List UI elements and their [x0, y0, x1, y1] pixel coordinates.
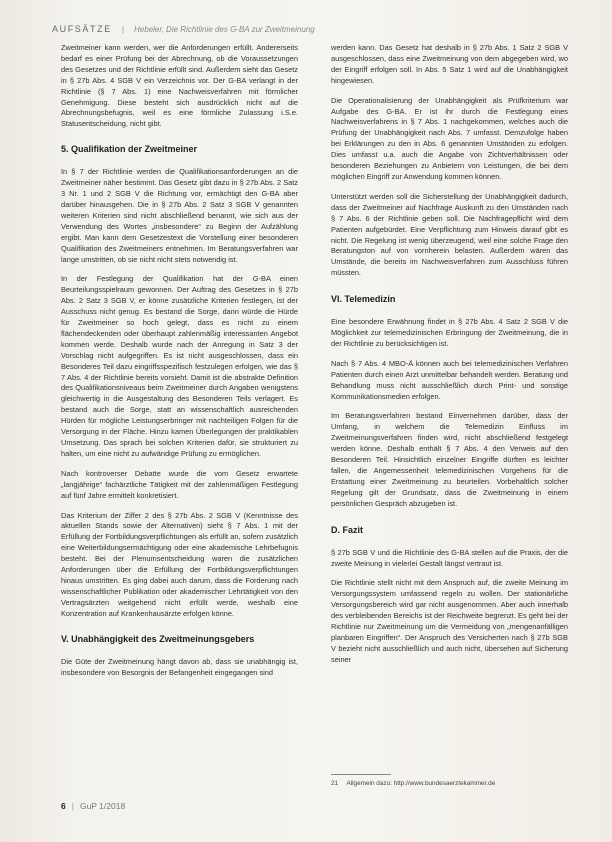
running-header — [52, 22, 572, 36]
footnote — [331, 779, 571, 788]
article-running-title: Hebeler, Die Richtlinie des G-BA zur Zweitmeinung — [134, 24, 315, 34]
footnote-number: 21 — [331, 780, 339, 787]
footnote-text[interactable]: Allgemein dazu: http://www.bundesaerztekammer.de — [346, 780, 496, 787]
paragraph: Die Güte der Zweitmeinung hängt davon ab, dass sie unabhängig ist, insbesondere von Besorgnis der Befangenheit eingegangen sind — [61, 656, 298, 677]
left-column — [61, 43, 298, 687]
paragraph: Die Richtlinie stellt nicht mit dem Anspruch auf, die zweite Meinung im Versorgungssystem umfassend regeln zu wollen. Der stationärliche Versorgungsbereich wird gar nicht ausgenommen. Aber auch innerhalb des verbleibenden Bereichs ist der Reichweite begrenzt. Es geht bei der Richtlinie nur Zweitmeinung um die Vermeidung von „mengenanfälligen planbaren Eingriffen“. Der Anspruch des Versicherten nach § 27b SGB V bezieht nicht ausschließlich und auch nicht, übersehen auf Sicherung seiner — [331, 578, 568, 664]
paragraph: Nach § 7 Abs. 4 MBO-Ä können auch bei telemedizinischen Verfahren Patienten durch einen Arzt unmittelbar behandelt werden. Beratung und Behandlung muss nicht ausschließlich durch Print- und sonstige Kommunikationsmedien erfolgen. — [331, 358, 568, 401]
paragraph: § 27b SGB V und die Richtlinie des G-BA stellen auf die Praxis, der die zweite Meinung in vielerlei Gestalt längst vertraut ist. — [331, 547, 568, 568]
paragraph: In der Festlegung der Qualifikation hat der G-BA einen Beurteilungsspielraum gewonnen. Der Auftrag des Gesetzes in § 27b Abs. 2 Satz 3 SGB V, er könne zusätzliche Kriterien festlegen, ist der Ausschuss nicht genug. Es bestand die Sorge, dann würde die Hürde für Zweitmeiner so hoch gelegt, dass es nicht zu einem flächendeckenden oder überhaupt zahlenmäßig interessanten Angebot kommen werde. Deshalb wurde nach der Anregung in Satz 3 der Vorschlag nicht aufgegriffen. Es ist nicht ausgeschlossen, dass ein Besonderes Teil dazu eingriffsspezifisch festzulegen erfolgen, wie das § 7 Abs. 4 der Richtlinie bereits vorsieht. Damit ist die abstrakte Definition des Qualifikationsniveaus beim Zweitmeiner durch Angaben wenigstens gleichwertig in die Ausgestaltung des Besonderen Teils verlagert. Es bestand auch die Sorge, statt an wissenschaftlich ausreichenden Hürden für mögliche Leistungserbringer mit nachteiligen Folgen für die Versorgung in der Fläche. Hinzu kamen Überlegungen der praktikablen Umsetzung. Das sprach bei solchen Kriterien dafür, sie strukturiert zu halten, um eine nicht zu aufwändige Prüfung zu ermöglichen. — [61, 274, 298, 458]
footer-separator: | — [71, 801, 74, 811]
paragraph: Im Beratungsverfahren bestand Einvernehmen darüber, dass der Umfang, in welchem die Telemedizin Einfluss im Zweitmeinungsverfahren finden wird, nicht abschließend festgelegt werden könne. Deshalb enthält § 7 Abs. 4 den Verweis auf den Besonderen Teil. Hinsichtlich einzelner Eingriffe dürften es leichter fallen, die Angemessenheit telemedizinischen Vorgehens für die Erstattung einer Zweitmeinung zu beurteilen. Vorbehaltlich solcher Regelung gilt der Grundsatz, dass die Zweitmeinung in einem persönlichen Gespräch abzugeben ist. — [331, 411, 568, 508]
header-separator: | — [121, 24, 125, 34]
right-column — [331, 43, 568, 675]
paragraph: Eine besondere Erwähnung findet in § 27b Abs. 4 Satz 2 SGB V die Möglichkeit zur telemedizinischen Erbringung der Zweitmeinung, die in der Richtlinie zu berücksichtigen ist. — [331, 317, 568, 348]
section-heading-fazit: D. Fazit — [331, 524, 364, 535]
paragraph: Zweitmeiner kann werden, wer die Anforderungen erfüllt. Andererseits bedarf es einer Prüfung bei der Abrechnung, ob die Voraussetzungen des Gesetzes und der Richtlinie erfüllt sind. Außerdem sieht das Gesetz in § 27b Abs. 4 SGB V ein Verzeichnis vor. Der G-BA verlangt in der Richtlinie (§ 7 Abs. 1) eine Nachweisverfahren mit förmlicher Genehmigung. Diese besteht sich ausdrücklich nicht auf die Abrechnungsbefugnis, weil es eine förmliche Zulassung i.S.e. Statusentscheidung, nicht gibt. — [61, 43, 298, 129]
paragraph: In § 7 der Richtlinie werden die Qualifikationsanforderungen an die Zweitmeiner näher bestimmt. Das Gesetz gibt dazu in § 27b Abs. 2 Satz 3 Nr. 1 und 2 SGB V die Richtung vor, ermächtigt den G-BA aber darüber hinausgehen. Die in § 27b Abs. 2 Satz 3 SGB V genannten weiteren Kriterien sind nicht abschließend benannt, wie sich aus der Verwendung des Wortes „insbesondere“ zu Beginn der Aufzählung ergibt. Man kann dem Gesetzestext die Vorstellung einer besonderen Qualifikation des Zweitmeiners entnehmen. Im Beratungsverfahren war lange umstritten, ob sie nicht nicht stets notwendig ist. — [61, 167, 298, 264]
paragraph: Unterstützt werden soll die Sicherstellung der Unabhängigkeit dadurch, dass der Zweitmeiner auf Nachfrage Auskunft zu den Umständen nach § 7 Abs. 6 der Richtlinie geben soll. Die Nachfragepflicht wird dem Patienten aufgebürdet. Eine Verpflichtung zum Hinweis darauf gibt es nicht. Die Regelung ist wenig überzeugend, weil eine solche Frage den Beratungston auf von vornherein belasten. Außerdem wären das Umstände, die bereits im Nachweisverfahren zum Ausschluss führen müssten. — [331, 191, 568, 278]
section-heading-telemedizin: VI. Telemedizin — [331, 294, 396, 305]
journal-issue: GuP 1/2018 — [79, 801, 126, 811]
section-heading-qualifikation: 5. Qualifikation der Zweitmeiner — [61, 144, 198, 155]
paragraph: Die Operationalisierung der Unabhängigkeit als Prüfkriterium war Aufgabe des G-BA. Er ist ihr durch die Festlegung eines Nachweisverfahrens in § 7 Abs. 1 nachgekommen, welches auch die Prüfung der Unabhängigkeit nach Abs. 7 umfasst. Demzufolge haben bei Erklärungen zu den in Abs. 6 genannten Umständen zu erfolgen. Dies umfasst u.a. auch die Angabe von Zichtverhältnissen oder besonderen Beziehungen zu Anbietern von Leistungen, die bei dem möglichen Eingriff zur Anwendung kommen können. — [331, 95, 568, 181]
section-heading-unabhaengigkeit: V. Unabhängigkeit des Zweitmeinungsgebers — [61, 633, 255, 644]
paragraph: Das Kriterium der Ziffer 2 des § 27b Abs. 2 SGB V (Kenntnisse des aktuellen Stands sowie der Alternativen) sieht § 7 Abs. 1 mit der Erfüllung der Fortbildungsverpflichtungen als erfüllt an, sofern zusätzlich eine Weiterbildungsermächtigung oder eine akademische Lehrbefugnis besteht. Bei der Plenumsentscheidung waren die zusätzlichen Anforderungen über die Erfüllung der Fortbildungsverpflichtungen hinaus umstritten. Es ging dabei auch darum, dass die Forderung nach wissenschaftlicher Publikation oder akademischer Lehrtätigkeit von den Vertragsärzten weitgehend nicht erfüllt werde, weshalb eine Konzentration auf Krankenhausärzte erfolgen könne. — [61, 510, 298, 618]
paragraph: werden kann. Das Gesetz hat deshalb in § 27b Abs. 1 Satz 2 SGB V ausgeschlossen, dass eine Zweitmeinung von dem abgegeben wird, wo der Eingriff erfolgen soll. In Abs. 5 Satz 1 wird auf die Unabhängigkeit hingewiesen. — [331, 43, 568, 85]
page-number: 6 — [61, 801, 66, 811]
page-footer — [61, 800, 125, 812]
paragraph: Nach kontroverser Debatte wurde die vom Gesetz erwartete „langjährige“ fachärztliche Tätigkeit mit der zahlenmäßigen Festlegung auf fünf Jahre ermittelt konkretisiert. — [61, 468, 298, 500]
footnote-divider — [331, 774, 391, 775]
section-kicker: AUFSÄTZE — [52, 24, 112, 34]
